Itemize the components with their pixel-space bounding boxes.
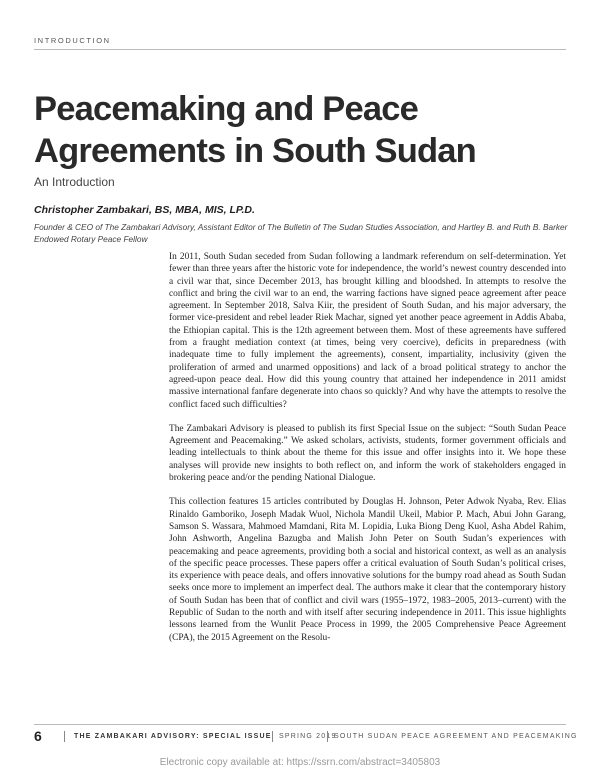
article-subtitle: An Introduction bbox=[34, 175, 115, 189]
body-paragraph: This collection features 15 articles contributed by Douglas H. Johnson, Peter Adwok Nyaba, Rev. Elias Rinaldo Gamboriko, Joseph Madak Wuol, Nichola Mandil Ukeil, Mabior P. Mach, Abui John Garang, Samson S. Wassara, Mahmoed Mamdani, Rita M. Lopidia, Luka Biong Deng Kuol, Asha Abdel Rahim, John Ashworth, Angelina Bazugba and Malish John Peter on South Sudan’s experiences with peacemaking and peace agreements, providing both a social and historical context, as well as an analysis of the specific peace processes. These papers offer a critical evaluation of South Sudan’s political crises, its experience with peace deals, and offers innovative solutions for the bumpy road ahead as South Sudan seeks once more to implement an imperfect deal. The authors make it clear that the contemporary history of South Sudan has been that of conflict and civil wars (1955–1972, 1983–2005, 2013–current) with the Republic of Sudan to the north and with itself after securing independence in 2011. This issue highlights lessons learned from the Wunlit Peace Process in 1999, the 2005 Comprehensive Peace Agreement (CPA), the 2015 Agreement on the Resolu- bbox=[169, 497, 566, 643]
article-title: Peacemaking and Peace Agreements in South Sudan bbox=[34, 90, 476, 170]
body-paragraph: The Zambakari Advisory is pleased to publish its first Special Issue on the subject: “South Sudan Peace Agreement and Peacemaking.” We asked scholars, activists, students, former government officials and leading intellectuals to think about the theme for this issue and offer insights into it. We hope these analyses will provide new insights to both reflect on, and inform the work of stakeholders engaged in brokering peace and/or the pending National Dialogue. bbox=[169, 423, 566, 484]
footer-season: SPRING 2019 bbox=[279, 733, 337, 740]
author-name: Christopher Zambakari, BS, MBA, MIS, LP.D. bbox=[34, 204, 255, 216]
footer-divider bbox=[34, 724, 566, 725]
header-divider bbox=[34, 49, 566, 50]
section-label: INTRODUCTION bbox=[34, 36, 111, 45]
ssrn-watermark: Electronic copy available at: https://ssrn.com/abstract=3405803 bbox=[159, 757, 441, 768]
page-footer bbox=[34, 728, 578, 746]
page-number: 6 bbox=[34, 728, 42, 744]
body-paragraph: In 2011, South Sudan seceded from Sudan following a landmark referendum on self-determination. Yet fewer than three years after the historic vote for independence, the world’s newest country descended into a civil war that, since December 2013, has brought killing and bloodshed. In attempts to resolve the conflict and bring the civil war to an end, the warring factions have signed peace agreement after peace agreement. In September 2018, Salva Kiir, the president of South Sudan, and his major adversary, the former vice-president and rebel leader Riek Machar, signed yet another peace agreement in Addis Ababa, the Ethiopian capital. This is the 12th agreement between them. Most of these agreements have suffered from a fraught mediation context (at times, being very coercive), deficits in preparedness (with inadequate time to fully implement the agreements), consent, impartiality, inclusivity (given the proliferation of armed and unarmed oppositions) and lack of a broad political strategy to anchor the agreed-upon peace deal. How did this young country that attained her independence in 2011 amidst massive international fanfare degenerate into chaos so quickly? And why have the attempts to resolve the conflict faced such difficulties? bbox=[169, 252, 566, 410]
footer-publication: THE ZAMBAKARI ADVISORY: SPECIAL ISSUE bbox=[74, 733, 272, 740]
footer-separator bbox=[272, 731, 273, 742]
footer-issue-title: SOUTH SUDAN PEACE AGREEMENT AND PEACEMAKING bbox=[334, 733, 578, 740]
footer-separator bbox=[64, 731, 65, 742]
author-affiliation: Founder & CEO of The Zambakari Advisory, Assistant Editor of The Bulletin of The Sudan Studies Association, and Hartley B. and Ruth B. Barker Endowed Rotary Peace Fellow bbox=[34, 222, 568, 244]
article-body bbox=[169, 251, 566, 656]
footer-separator bbox=[327, 731, 328, 742]
